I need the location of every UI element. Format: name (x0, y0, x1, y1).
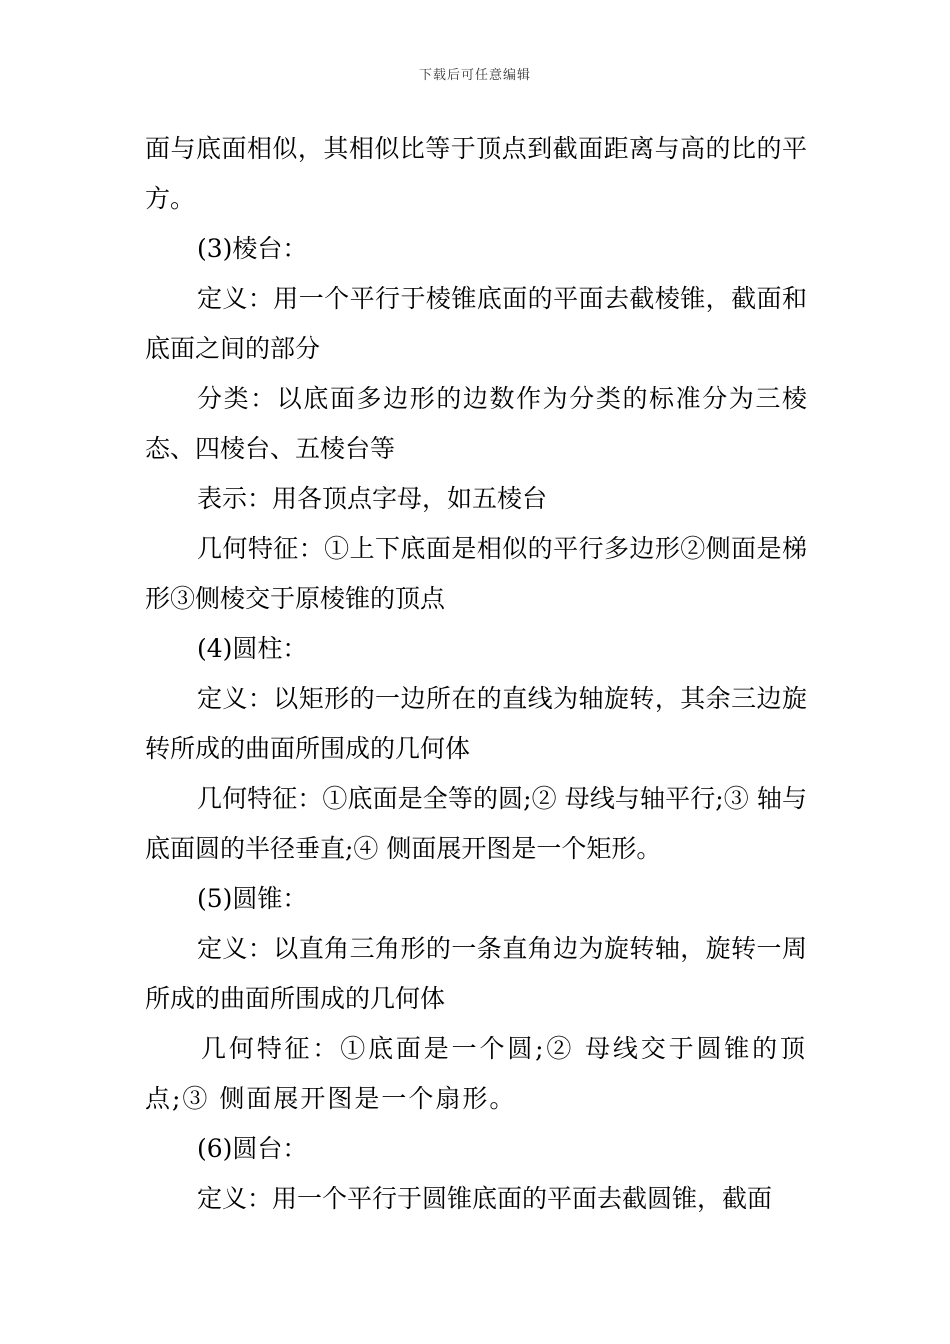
paragraph-cylinder-definition: 定义：以矩形的一边所在的直线为轴旋转，其余三边旋转所成的曲面所围成的几何体 (145, 684, 807, 763)
paragraph-cylinder-features: 几何特征：①底面是全等的圆;② 母线与轴平行;③ 轴与底面圆的半径垂直;④ 侧面展开图是一个矩形。 (145, 784, 807, 863)
heading-cone: (5)圆锥： (197, 884, 308, 913)
paragraph-frustum-classification: 分类：以底面多边形的边数作为分类的标准分为三棱态、四棱台、五棱台等 (145, 384, 807, 463)
heading-frustum-cone: (6)圆台： (197, 1134, 308, 1163)
paragraph-cone-definition: 定义：以直角三角形的一条直角边为旋转轴，旋转一周所成的曲面所围成的几何体 (145, 934, 807, 1013)
paragraph-pyramid-similarity: 面与底面相似，其相似比等于顶点到截面距离与高的比的平方。 (145, 134, 807, 213)
paragraph-frustum-features: 几何特征：①上下底面是相似的平行多边形②侧面是梯形③侧棱交于原棱锥的顶点 (145, 534, 807, 613)
document-body (145, 124, 807, 1224)
heading-cylinder: (4)圆柱： (197, 634, 308, 663)
paragraph-frustum-notation: 表示：用各顶点字母，如五棱台 (197, 484, 548, 513)
page-header: 下载后可任意编辑 (418, 68, 531, 83)
heading-frustum-pyramid: (3)棱台： (197, 234, 308, 263)
paragraph-cone-features: 几何特征：①底面是一个圆;② 母线交于圆锥的顶点;③ 侧面展开图是一个扇形。 (145, 1034, 807, 1113)
paragraph-frustum-cone-definition: 定义：用一个平行于圆锥底面的平面去截圆锥，截面 (197, 1184, 773, 1213)
paragraph-frustum-definition: 定义：用一个平行于棱锥底面的平面去截棱锥，截面和底面之间的部分 (145, 284, 807, 363)
